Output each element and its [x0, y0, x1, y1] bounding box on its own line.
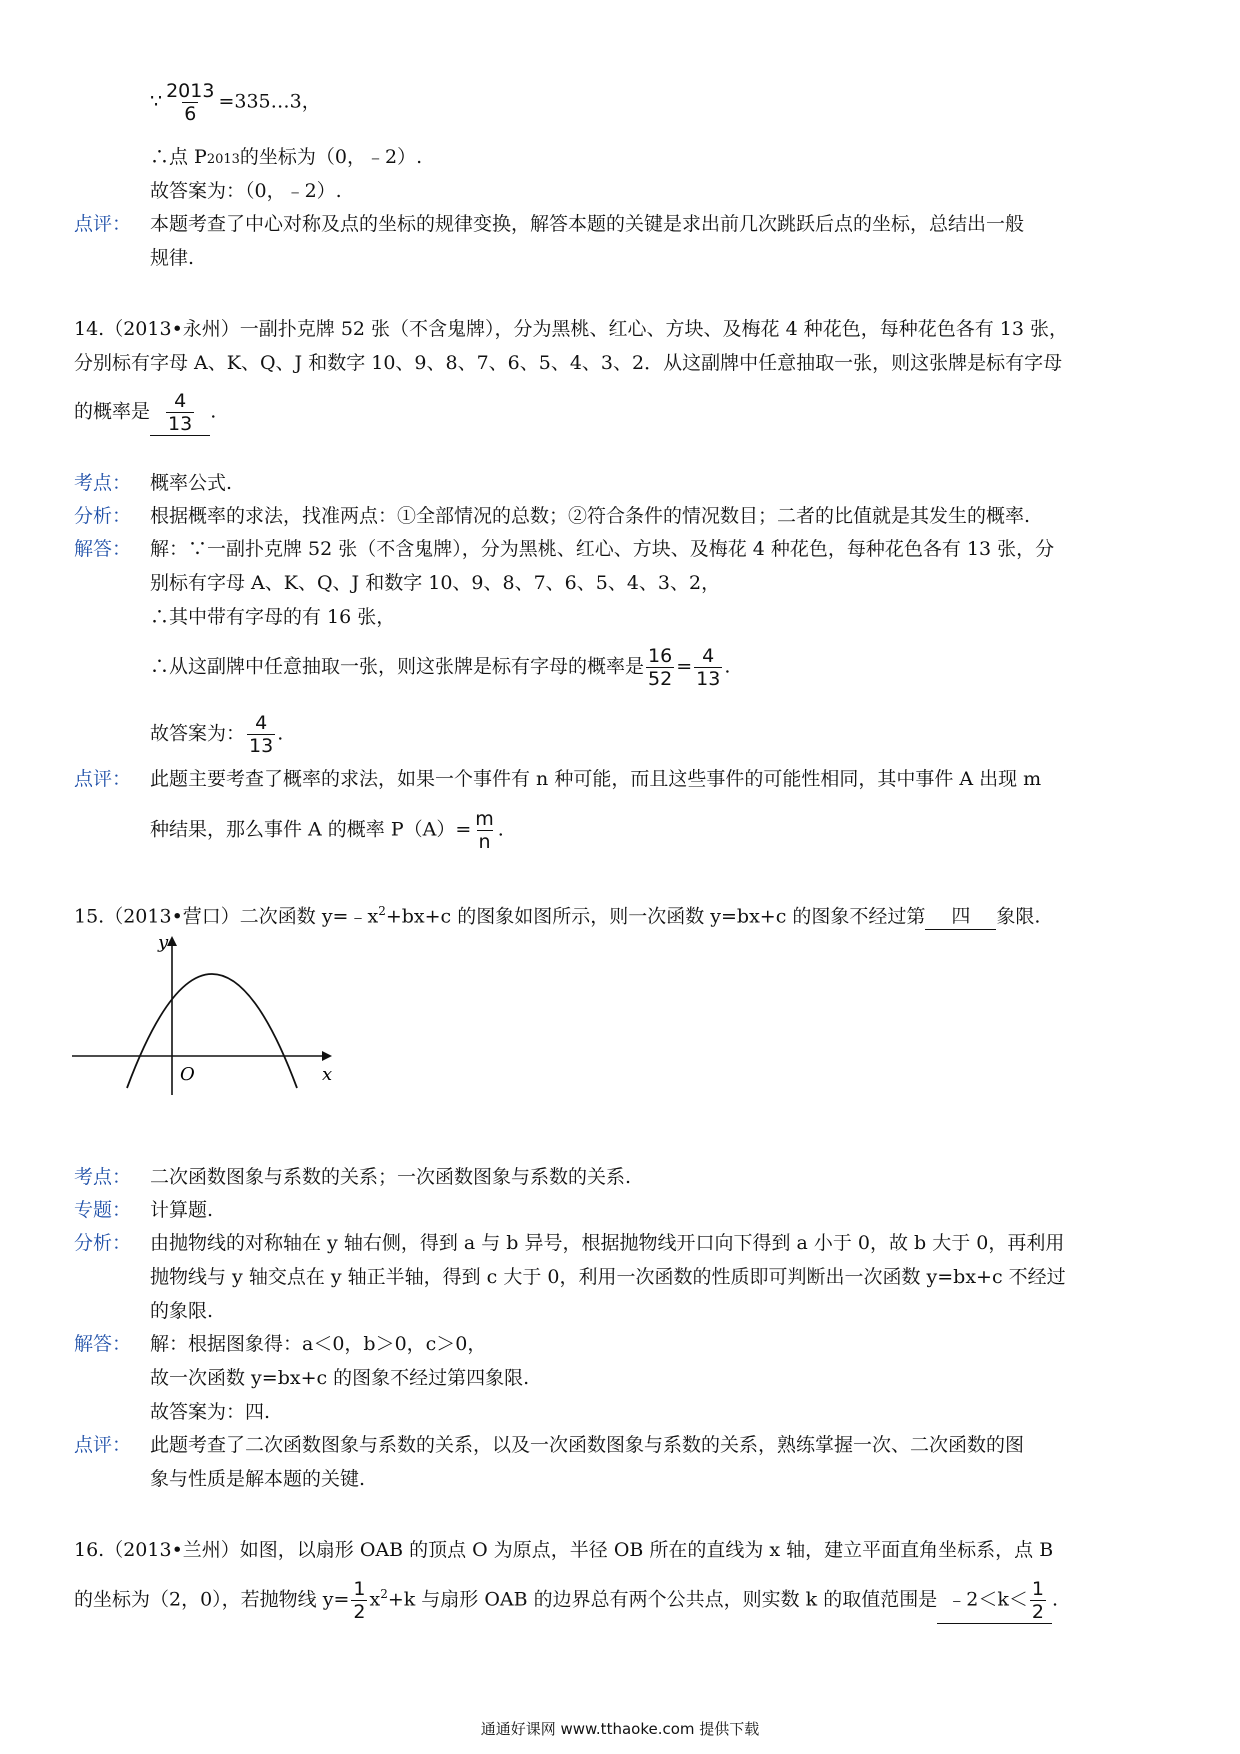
text: 象限. — [996, 905, 1041, 928]
fraction — [351, 1578, 367, 1623]
comment-label: 点评： — [74, 768, 132, 790]
parabola-graph — [72, 930, 342, 1110]
fenxi-label: 分析： — [74, 1232, 132, 1254]
fraction — [646, 645, 674, 690]
jieda-text — [150, 645, 730, 690]
jieda-label: 解答： — [74, 1333, 132, 1355]
numerator: 4 — [174, 390, 187, 412]
superscript: 2 — [380, 1587, 388, 1602]
comment-label: 点评： — [74, 213, 132, 235]
answer-blank — [937, 1578, 1052, 1624]
numerator: 1 — [1031, 1578, 1044, 1600]
fraction — [694, 645, 722, 690]
text: 的坐标为（0，﹣2）. — [239, 146, 423, 168]
fenxi-text: 由抛物线的对称轴在 y 轴右侧，得到 a 与 b 异号，根据抛物线开口向下得到 a 小于 0，故 b 大于 0，再利用 — [150, 1232, 1065, 1254]
jieda-text: 解：根据图象得：a＜0，b＞0，c＞0， — [150, 1333, 487, 1355]
text: 故答案为： — [150, 722, 246, 745]
comment-text: 此题考查了二次函数图象与系数的关系，以及一次函数图象与系数的关系，熟练掌握一次、二次函数的图 — [150, 1434, 1025, 1456]
numerator: m — [475, 808, 494, 830]
text: ∴点 P — [150, 146, 207, 168]
y-axis-arrow — [167, 936, 177, 946]
question-16-line-2 — [74, 1578, 1058, 1624]
comment-text — [150, 808, 504, 853]
zhuanti-label: 专题： — [74, 1199, 132, 1221]
zhuanti-text: 计算题. — [150, 1199, 214, 1221]
text: . — [1051, 1588, 1058, 1611]
text: . — [497, 818, 504, 841]
numerator: 16 — [648, 645, 673, 667]
y-label: y — [158, 932, 169, 953]
comment-text: 本题考查了中心对称及点的坐标的规律变换，解答本题的关键是求出前几次跳跃后点的坐标，总结出一般 — [150, 213, 1025, 235]
text: 的概率是 — [74, 400, 151, 423]
numerator: 2013 — [166, 80, 215, 102]
text: ∴从这副牌中任意抽取一张，则这张牌是标有字母的概率是 — [150, 655, 645, 678]
text: 15.（2013•营口）二次函数 y=﹣x — [74, 905, 379, 928]
jieda-text: ∴其中带有字母的有 16 张， — [150, 606, 396, 628]
jieda-text: 解：∵一副扑克牌 52 张（不含鬼牌），分为黑桃、红心、方块、及梅花 4 种花色，每种花色各有 13 张，分 — [150, 538, 1055, 560]
denominator: 2 — [1031, 1601, 1044, 1623]
question-14-line-3 — [74, 390, 216, 436]
fenxi-label: 分析： — [74, 505, 132, 527]
kaodian-label: 考点： — [74, 472, 132, 494]
answer-line-3: 故答案为：（0，﹣2）. — [150, 180, 342, 202]
denominator: 6 — [184, 103, 197, 125]
answer-blank: 四 — [925, 903, 996, 930]
answer-line-1 — [150, 80, 321, 125]
jieda-text: 故一次函数 y=bx+c 的图象不经过第四象限. — [150, 1367, 530, 1389]
jieda-text: 故答案为：四. — [150, 1401, 271, 1423]
denominator: 13 — [168, 413, 193, 435]
denominator: n — [478, 831, 491, 853]
numerator: 4 — [702, 645, 715, 667]
x-axis-arrow — [322, 1051, 332, 1061]
question-14: 14.（2013•永州）一副扑克牌 52 张（不含鬼牌），分为黑桃、红心、方块、及梅花 4 种花色，每种花色各有 13 张， — [74, 318, 1068, 340]
question-16: 16.（2013•兰州）如图，以扇形 OAB 的顶点 O 为原点，半径 OB 所在的直线为 x 轴，建立平面直角坐标系，点 B — [74, 1539, 1054, 1561]
x-label: x — [322, 1064, 333, 1085]
kaodian-text: 二次函数图象与系数的关系；一次函数图象与系数的关系. — [150, 1166, 632, 1188]
denominator: 13 — [696, 668, 721, 690]
text: +bx+c 的图象如图所示，则一次函数 y=bx+c 的图象不经过第 — [385, 905, 926, 928]
comment-text: 象与性质是解本题的关键. — [150, 1468, 366, 1490]
fraction — [166, 390, 194, 435]
jieda-label: 解答： — [74, 538, 132, 560]
fraction — [247, 712, 275, 757]
text: =335…3， — [218, 90, 321, 113]
fenxi-text: 根据概率的求法，找准两点：①全部情况的总数；②符合条件的情况数目；二者的比值就是其发生的概率. — [150, 505, 1031, 527]
answer-blank — [150, 390, 210, 436]
answer-line-2 — [150, 144, 422, 173]
jieda-text — [150, 712, 283, 757]
superscript: 2 — [378, 904, 386, 918]
text: 种结果，那么事件 A 的概率 P（A）= — [150, 818, 472, 841]
text: . — [277, 722, 284, 745]
text: x — [369, 1588, 381, 1611]
question-14-line-2: 分别标有字母 A、K、Q、J 和数字 10、9、8、7、6、5、4、3、2．从这副牌中任意抽取一张，则这张牌是标有字母 — [74, 352, 1063, 374]
page-footer: 通通好课网 www.tthaoke.com 提供下载 — [480, 1720, 760, 1738]
denominator: 13 — [249, 735, 274, 757]
kaodian-text: 概率公式. — [150, 472, 233, 494]
subscript: 2013 — [206, 152, 240, 167]
parabola-curve — [127, 974, 297, 1088]
comment-text: 规律. — [150, 247, 195, 269]
comment-text: 此题主要考查了概率的求法，如果一个事件有 n 种可能，而且这些事件的可能性相同，其中事件 A 出现 m — [150, 768, 1042, 790]
fenxi-text: 抛物线与 y 轴交点在 y 轴正半轴，得到 c 大于 0，利用一次函数的性质即可判断出一次函数 y=bx+c 不经过 — [150, 1266, 1066, 1288]
kaodian-label: 考点： — [74, 1166, 132, 1188]
fenxi-text: 的象限. — [150, 1300, 214, 1322]
fraction — [164, 80, 216, 125]
numerator: 4 — [255, 712, 268, 734]
text: . — [210, 400, 217, 423]
question-15 — [74, 898, 1040, 930]
denominator: 52 — [648, 668, 673, 690]
denominator: 2 — [353, 1601, 366, 1623]
jieda-text: 别标有字母 A、K、Q、J 和数字 10、9、8、7、6、5、4、3、2， — [150, 572, 721, 594]
numerator: 1 — [353, 1578, 366, 1600]
fraction — [473, 808, 496, 853]
text: . — [724, 655, 731, 678]
comment-label: 点评： — [74, 1434, 132, 1456]
text: ﹣2＜k＜ — [947, 1588, 1028, 1611]
because-symbol: ∵ — [150, 90, 163, 113]
text: +k 与扇形 OAB 的边界总有两个公共点，则实数 k 的取值范围是 — [387, 1588, 938, 1611]
fraction — [1030, 1578, 1046, 1623]
origin-label: O — [180, 1064, 195, 1085]
text: 的坐标为（2，0），若抛物线 y= — [74, 1588, 350, 1611]
text: = — [676, 655, 693, 678]
